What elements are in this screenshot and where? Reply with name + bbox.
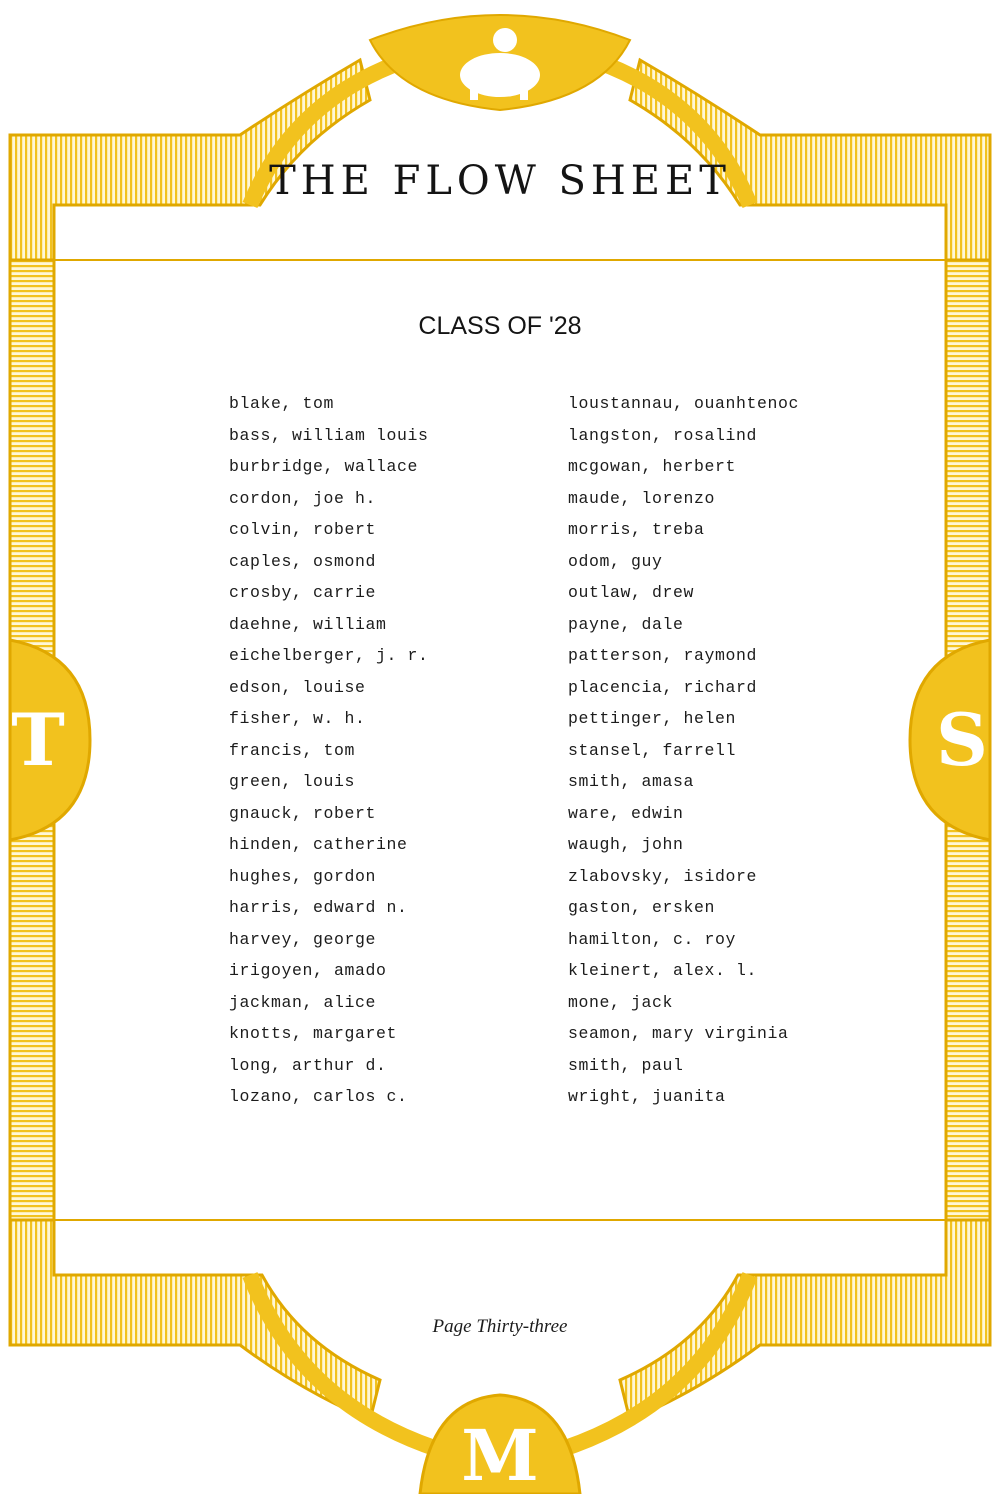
roster-entry: placencia, richard (568, 677, 758, 697)
monogram-t-medallion (10, 640, 90, 840)
roster-entry: eichelberger, j. r. (229, 646, 429, 665)
prospector-with-burro-emblem (370, 15, 630, 110)
roster-entry: hughes, gordon (229, 866, 377, 886)
roster-entry: cordon, joe h. (229, 488, 377, 508)
roster-entry: francis, tom (229, 740, 356, 760)
page-title: THE FLOW SHEET (269, 158, 731, 204)
monogram-m-medallion (420, 1395, 580, 1494)
roster-entry: wright, juanita (568, 1087, 726, 1106)
roster-entry: jackman, alice (229, 992, 377, 1012)
roster-entry: hamilton, c. roy (568, 929, 737, 949)
roster-entry: ware, edwin (568, 803, 684, 823)
roster-entry: morris, treba (568, 520, 705, 539)
roster-entry: long, arthur d. (229, 1055, 387, 1075)
roster-entry: mcgowan, herbert (568, 457, 737, 476)
roster-entry: fisher, w. h. (229, 709, 366, 728)
roster-entry: gaston, ersken (568, 898, 716, 917)
roster-entry: waugh, john (568, 835, 684, 854)
section-heading: CLASS OF '28 (418, 312, 582, 340)
roster-entry: outlaw, drew (568, 583, 695, 602)
roster-entry: seamon, mary virginia (568, 1024, 789, 1043)
roster-entry: burbridge, wallace (229, 457, 419, 476)
roster-entry: payne, dale (568, 614, 684, 634)
svg-text:M: M (461, 1414, 539, 1494)
roster-entry: hinden, catherine (229, 835, 408, 854)
roster-entry: green, louis (229, 772, 356, 791)
roster-entry: maude, lorenzo (568, 488, 716, 508)
roster-entry: lozano, carlos c. (229, 1087, 408, 1106)
monogram-s-medallion (910, 640, 990, 840)
roster-entry: edson, louise (229, 677, 366, 697)
roster-entry: bass, william louis (229, 425, 429, 445)
roster-entry: blake, tom (229, 394, 335, 413)
roster-entry: harris, edward n. (229, 898, 408, 917)
roster-entry: gnauck, robert (229, 803, 377, 823)
roster-entry: mone, jack (568, 992, 674, 1012)
roster-entry: caples, osmond (229, 551, 377, 571)
roster-entry: stansel, farrell (568, 740, 737, 760)
roster-entry: smith, amasa (568, 772, 695, 791)
page-number: Page Thirty-three (432, 1316, 568, 1337)
roster-entry: langston, rosalind (568, 425, 758, 445)
roster-entry: crosby, carrie (229, 583, 377, 602)
roster-entry: pettinger, helen (568, 709, 737, 728)
roster-entry: kleinert, alex. l. (568, 961, 758, 980)
roster-entry: knotts, margaret (229, 1024, 398, 1043)
roster-right-column (568, 388, 799, 1113)
roster-entry: daehne, william (229, 614, 387, 634)
roster-entry: loustannau, ouanhtenoc (568, 394, 800, 413)
roster-entry: harvey, george (229, 929, 377, 949)
roster-entry: colvin, robert (229, 520, 377, 539)
svg-text:T: T (11, 697, 65, 782)
roster-left-column (229, 388, 429, 1113)
roster-entry: odom, guy (568, 551, 663, 571)
svg-text:S: S (936, 697, 988, 782)
roster-entry: zlabovsky, isidore (568, 866, 758, 886)
roster-entry: smith, paul (568, 1055, 684, 1075)
roster-entry: irigoyen, amado (229, 961, 387, 980)
roster-entry: patterson, raymond (568, 646, 758, 665)
